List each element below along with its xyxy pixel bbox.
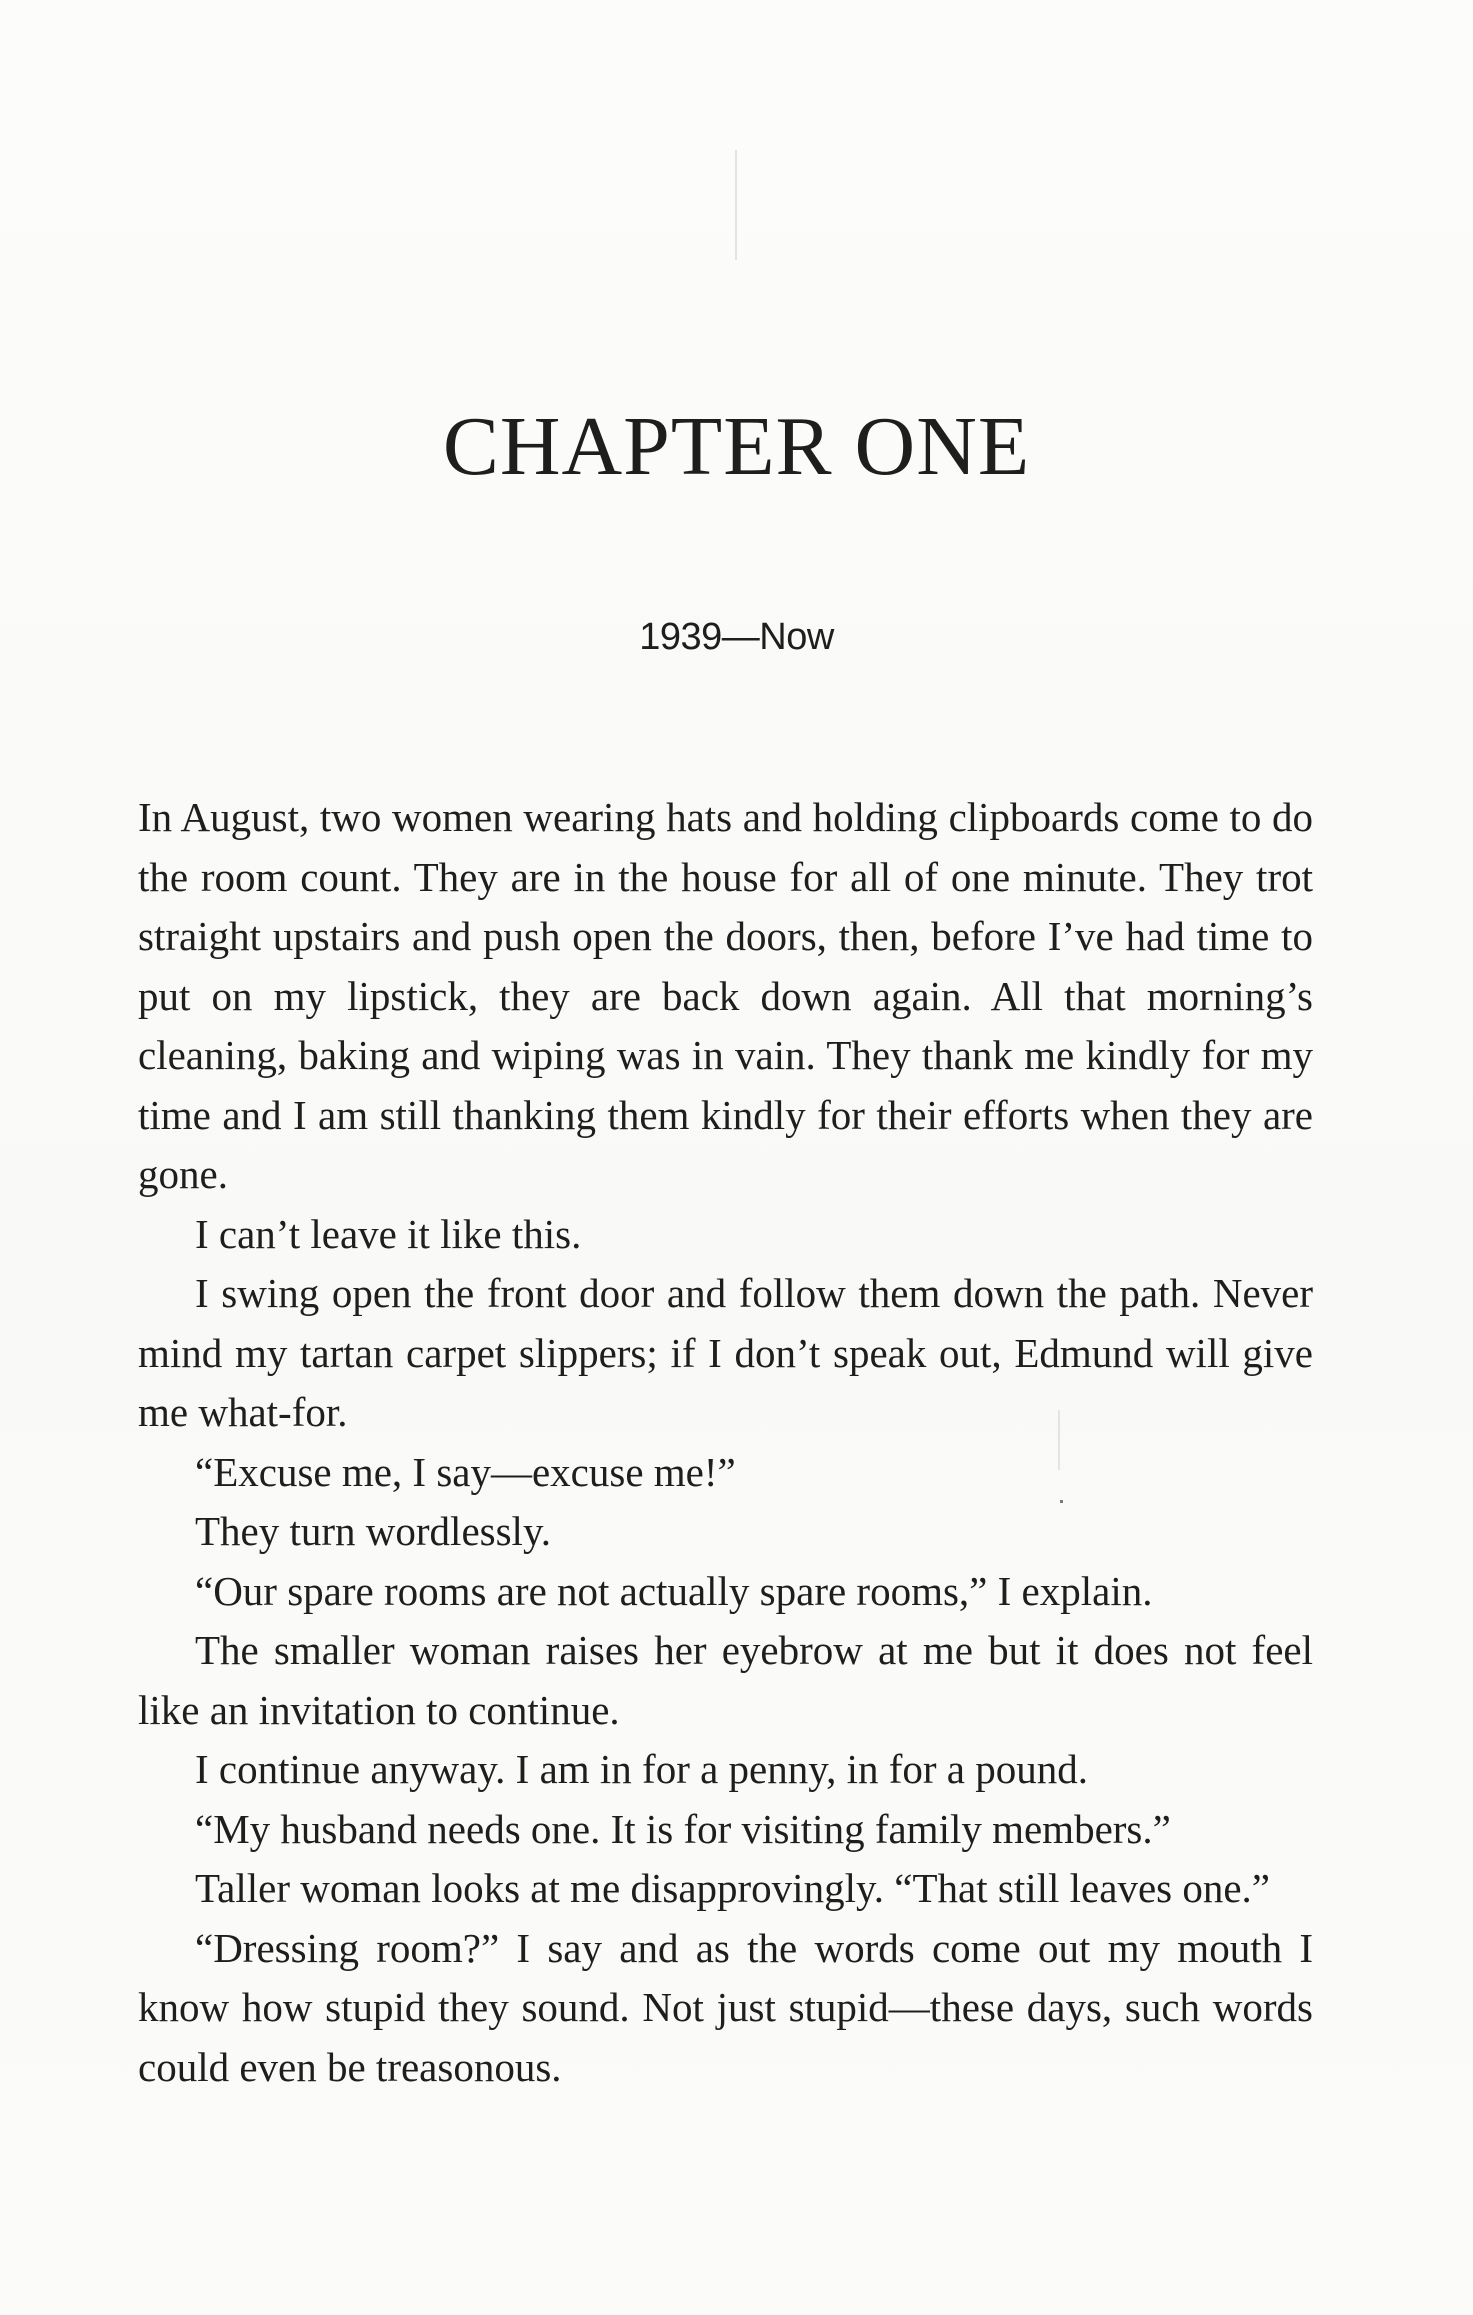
chapter-subtitle: 1939—Now [639,616,834,658]
paragraph: In August, two women wearing hats and holding clipboards come to do the room count. They are in the house for all of one minute. They trot straight upstairs and push open the doors, then, before I’ve had time to put on my lipstick, they are back down again. All that morning’s cleaning, baking and wiping was in vain. They thank me kindly for my time and I am still thanking them kindly for their efforts when they are gone. [138,794,1313,1197]
paragraph: I can’t leave it like this. [195,1210,582,1257]
paragraph: “My husband needs one. It is for visiting family members.” [195,1805,1171,1852]
paragraph: I continue anyway. I am in for a penny, in for a pound. [195,1746,1088,1792]
paragraph: Taller woman looks at me disapprovingly. “That still leaves one.” [195,1865,1270,1911]
scan-mark [735,150,737,260]
paragraph: “Excuse me, I say—excuse me!” [195,1448,736,1495]
paragraph: They turn wordlessly. [195,1508,552,1554]
paragraph: “Dressing room?” I say and as the words come out my mouth I know how stupid they sound. Not just stupid—these days, such words could even be treasonous. [138,1924,1313,2090]
chapter-title: CHAPTER ONE [442,400,1031,493]
chapter-body [138,788,1313,2097]
paragraph: The smaller woman raises her eyebrow at me but it does not feel like an invitation to continue. [138,1627,1313,1733]
paragraph: “Our spare rooms are not actually spare rooms,” I explain. [195,1567,1153,1614]
paragraph: I swing open the front door and follow them down the path. Never mind my tartan carpet slippers; if I don’t speak out, Edmund will give me what-for. [138,1270,1313,1435]
